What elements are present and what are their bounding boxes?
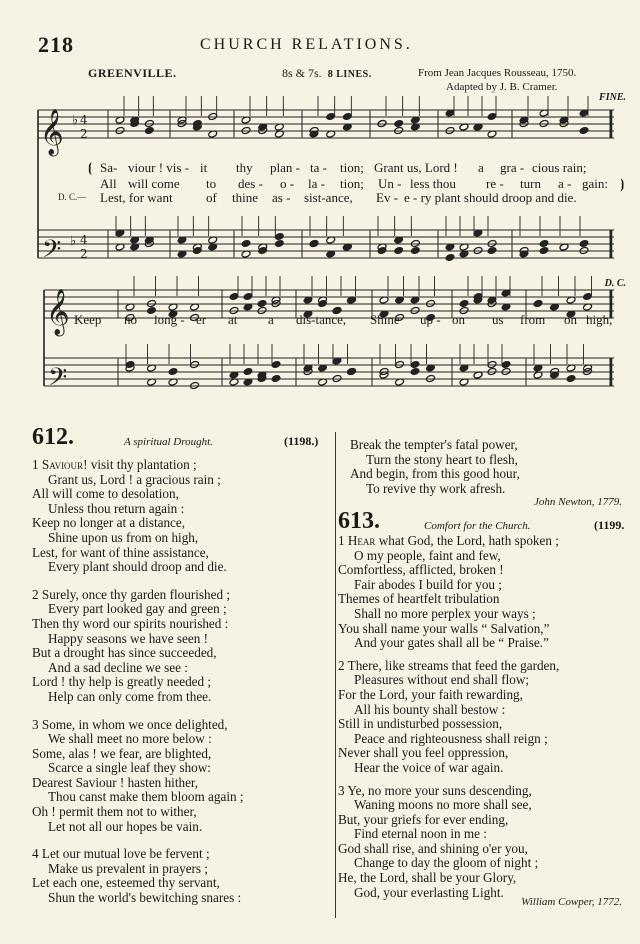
stanza-number: 2: [32, 586, 39, 602]
verse-line: [338, 688, 638, 703]
verse-text: There, like streams that feed the garden,: [347, 657, 560, 673]
stanza-number: 4: [32, 846, 39, 862]
verse-line: [32, 675, 332, 690]
verse-line: Turn the stony heart to flesh,: [366, 451, 518, 467]
lyric-syllable: to: [206, 176, 217, 191]
verse-text: And a sad decline we see :: [48, 659, 188, 675]
meter-label: 8s & 7s.: [282, 66, 322, 80]
dc-prefix: D. C.—: [58, 192, 87, 202]
verse-text: You shall name your walls “ Salvation,”: [338, 620, 550, 636]
verse-line: [32, 776, 332, 791]
verse-line: [338, 549, 638, 564]
lyric-syllable: re -: [486, 176, 504, 191]
verse-text: Dearest Saviour ! hasten hither,: [32, 774, 199, 790]
verse-text: And your gates shall all be “ Praise.”: [354, 635, 549, 651]
verse-text: But, your griefs for ever ending,: [338, 811, 509, 827]
lyric-syllable: Shine: [370, 312, 400, 327]
verse-text: Peace and righteousness shall reign ;: [354, 730, 548, 746]
verse-text: Waning moons no more shall see,: [354, 797, 532, 813]
verse-line: [338, 607, 638, 622]
verse-line: [338, 703, 638, 718]
svg-text:2: 2: [80, 247, 88, 261]
svg-text:4: 4: [80, 113, 88, 127]
hymn-612-continuation: [350, 438, 636, 496]
verse-text: ! visit thy plantation ;: [83, 457, 197, 472]
verse-text: Help can only come from thee.: [48, 688, 212, 704]
verse-text: what God, the Lord, hath spoken ;: [375, 533, 559, 548]
verse-text: Shine upon us from on high,: [48, 529, 199, 545]
lyric-syllable: us: [492, 312, 504, 327]
lyric-syllable: at: [228, 312, 238, 327]
stanza-number: 3: [338, 782, 345, 798]
stanza-first-word: Saviour: [41, 457, 84, 472]
verse-text: Let each one, esteemed thy servant,: [32, 875, 220, 891]
verse-text: Unless thou return again :: [48, 500, 185, 516]
verse-line: [32, 487, 332, 502]
verse-text: Surely, once thy garden flourished ;: [41, 586, 231, 602]
lyric-syllable: viour ! vis -: [128, 160, 190, 175]
verse-line: [32, 862, 332, 877]
verse-text: Pleasures without end shall flow;: [354, 672, 530, 688]
verse-line: To revive thy work afresh.: [366, 480, 506, 496]
verse-text: Lord ! thy help is greatly needed ;: [32, 674, 212, 690]
lyric-syllable: high,: [586, 312, 613, 327]
verse-line: [338, 717, 638, 732]
lyric-syllable: gra -: [500, 160, 525, 175]
lyric-syllable: of: [206, 190, 217, 205]
verse-line: [32, 617, 332, 632]
verse-line: Break the tempter's fatal power,: [350, 437, 518, 452]
tune-name: GREENVILLE.: [88, 66, 177, 80]
lyric-syllable: will come: [128, 176, 180, 191]
verse-line: [32, 876, 332, 891]
verse-line: [32, 761, 332, 776]
author-credit: John Newton, 1779.: [534, 496, 622, 508]
hymn-number: 613.: [338, 508, 380, 534]
verse-line: [338, 636, 638, 651]
hymn-number: 612.: [32, 424, 74, 450]
lyric-syllable: des -: [238, 176, 263, 191]
hymn-reference: (1199.: [594, 518, 625, 532]
verse-text: Let our mutual love be fervent ;: [41, 846, 210, 862]
verse-line: [32, 747, 332, 762]
verse-line: [338, 578, 638, 593]
lyric-syllable: it: [200, 160, 208, 175]
verse-line: [338, 563, 638, 578]
verse-line: [338, 813, 638, 828]
verse-line: [338, 659, 638, 674]
verse-text: For the Lord, your faith rewarding,: [338, 686, 523, 702]
hymn-613-text: [338, 534, 638, 900]
lyric-syllable: Lest, for want: [100, 190, 173, 205]
lyric-syllable: a -: [558, 176, 572, 191]
verse-line: [338, 856, 638, 871]
verse-text: Still in undisturbed possession,: [338, 716, 503, 732]
svg-text:2: 2: [80, 127, 88, 141]
lyric-syllable: e - ry plant should droop and die.: [404, 190, 577, 205]
lyric-syllable: Un -: [378, 176, 402, 191]
lyric-syllable: less thou: [410, 176, 456, 191]
verse-line: [32, 690, 332, 705]
lyric-syllable: on: [452, 312, 465, 327]
verse-text: Let not all our hopes be vain.: [48, 818, 203, 834]
lyric-syllable: tion;: [340, 160, 364, 175]
verse-text: Thou canst make them bloom again ;: [48, 789, 244, 805]
stanza-number: 1: [32, 457, 39, 472]
hymn-613-header: [338, 508, 638, 536]
verse-line: [32, 632, 332, 647]
verse-text: Shall no more perplex your ways ;: [354, 605, 536, 621]
verse-line: [338, 761, 638, 776]
verse-line: [32, 516, 332, 531]
lyric-syllable: All: [100, 176, 117, 191]
verse-line: [32, 732, 332, 747]
source-line-2: Adapted by J. B. Cramer.: [446, 81, 558, 93]
lyric-syllable: sist-ance,: [304, 190, 353, 205]
verse-text: Never shall you feel oppression,: [338, 745, 509, 761]
verse-line: [32, 891, 332, 906]
verse-text: Some, alas ! we fear, are blighted,: [32, 745, 212, 761]
verse-line: [32, 458, 332, 473]
lyric-syllable: la -: [308, 176, 325, 191]
verse-text: Themes of heartfelt tribulation: [338, 591, 500, 607]
verse-text: Hear the voice of war again.: [354, 759, 504, 775]
verse-text: We shall meet no more below :: [48, 731, 212, 747]
verse-text: Oh ! permit them not to wither,: [32, 804, 197, 820]
svg-text:4: 4: [80, 233, 88, 247]
verse-line: [32, 602, 332, 617]
svg-text:𝄞: 𝄞: [40, 109, 64, 155]
verse-text: Comfortless, afflicted, broken !: [338, 562, 504, 578]
verse-text: But a drought has since succeeded,: [32, 645, 217, 661]
verse-text: Scarce a single leaf they show:: [48, 760, 211, 776]
svg-text:𝄢: 𝄢: [42, 235, 62, 270]
verse-line: [32, 646, 332, 661]
verse-line: [338, 592, 638, 607]
verse-line: And begin, from this good hour,: [350, 466, 520, 482]
lyric-syllable: long -: [154, 312, 185, 327]
lyric-syllable: thy: [236, 160, 253, 175]
fine-mark: FINE.: [599, 92, 626, 103]
lyric-syllable: a: [268, 312, 274, 327]
hymn-612-header: [32, 424, 332, 450]
verse-line: [32, 790, 332, 805]
verse-text: God shall rise, and shining o'er you,: [338, 840, 528, 856]
verse-line: [338, 622, 638, 637]
dc-mark: D. C.: [604, 278, 626, 289]
author-credit: William Cowper, 1772.: [521, 896, 622, 908]
svg-text:𝄢: 𝄢: [48, 363, 68, 398]
lyric-syllable: no: [124, 312, 137, 327]
verse-line: [32, 531, 332, 546]
svg-text:♭: ♭: [70, 234, 77, 249]
svg-text:𝄞: 𝄞: [46, 289, 70, 335]
verse-line: [32, 805, 332, 820]
verse-line: [32, 473, 332, 488]
hymn-612-text: [32, 458, 332, 906]
column-divider: [335, 432, 336, 918]
verse-text: O my people, faint and few,: [354, 547, 501, 563]
verse-text: He, the Lord, shall be your Glory,: [338, 870, 517, 886]
verse-line: [338, 784, 638, 799]
hymn-title: A spiritual Drought.: [124, 436, 213, 448]
verse-line: [32, 588, 332, 603]
lyric-syllable: er: [196, 312, 207, 327]
verse-text: All his bounty shall bestow :: [354, 701, 506, 717]
verse-text: Keep no longer at a distance,: [32, 515, 186, 531]
verse-text: Shun the world's bewitching snares :: [48, 890, 242, 906]
verse-line: [338, 673, 638, 688]
lyric-syllable: on: [564, 312, 577, 327]
page-number: 218: [38, 32, 74, 57]
verse-text: Then thy word our spirits nourished :: [32, 615, 229, 631]
verse-text: Find eternal noon in me :: [354, 826, 487, 842]
verse-text: Fair abodes I build for you ;: [354, 576, 502, 592]
verse-text: Ye, no more your suns descending,: [347, 782, 532, 798]
lines-label: 8 LINES.: [327, 69, 372, 80]
lyric-syllable: Keep: [74, 312, 102, 327]
lyric-syllable: ta -: [310, 160, 327, 175]
verse-text: Every part looked gay and green ;: [48, 601, 227, 617]
verse-text: Happy seasons we have seen !: [48, 630, 209, 646]
lyric-syllable: from: [520, 312, 546, 327]
verse-line: [32, 820, 332, 835]
verse-line: [32, 546, 332, 561]
verse-line: [338, 798, 638, 813]
lyric-syllable: gain:: [582, 176, 608, 191]
lyric-syllable: thine: [232, 190, 258, 205]
verse-line: [32, 847, 332, 862]
verse-line: [338, 732, 638, 747]
verse-text: Grant us, Lord ! a gracious rain ;: [48, 471, 221, 487]
lyric-syllable: cious rain;: [532, 160, 587, 175]
lyric-syllable: as -: [272, 190, 291, 205]
lyric-syllable: a: [478, 160, 484, 175]
lyric-syllable: Grant us, Lord !: [374, 160, 458, 175]
verse-text: Some, in whom we once delighted,: [41, 716, 228, 732]
source-line-1: From Jean Jacques Rousseau, 1750.: [418, 67, 577, 79]
verse-text: All will come to desolation,: [32, 486, 179, 502]
lyric-syllable: up -: [420, 312, 441, 327]
verse-line: [32, 718, 332, 733]
verse-text: Make us prevalent in prayers ;: [48, 860, 209, 876]
verse-text: Every plant should droop and die.: [48, 559, 227, 575]
svg-text:♭: ♭: [72, 113, 79, 128]
verse-text: Change to day the gloom of night ;: [354, 855, 539, 871]
verse-text: Lest, for want of thine assistance,: [32, 544, 209, 560]
verse-line: [338, 827, 638, 842]
verse-line: [338, 534, 638, 549]
verse-line: [338, 842, 638, 857]
verse-line: [32, 560, 332, 575]
verse-line: [32, 661, 332, 676]
verse-text: God, your everlasting Light.: [354, 884, 504, 900]
lyric-syllable: turn: [520, 176, 541, 191]
lyric-syllable: Sa-: [100, 160, 118, 175]
page-title: CHURCH RELATIONS.: [200, 36, 413, 53]
stanza-number: 1: [338, 533, 345, 548]
verse-line: [32, 502, 332, 517]
hymn-title: Comfort for the Church.: [424, 520, 531, 532]
lyric-syllable: plan -: [270, 160, 300, 175]
hymn-reference: (1198.): [284, 434, 319, 448]
lyric-syllable: tion;: [340, 176, 364, 191]
stanza-number: 2: [338, 657, 345, 673]
stanza-number: 3: [32, 716, 39, 732]
lyric-syllable: Ev -: [376, 190, 399, 205]
stanza-first-word: Hear: [347, 533, 376, 548]
lyric-syllable: dis-tance,: [296, 312, 347, 327]
verse-line: [338, 871, 638, 886]
lyric-syllable: o -: [280, 176, 295, 191]
verse-line: [338, 746, 638, 761]
